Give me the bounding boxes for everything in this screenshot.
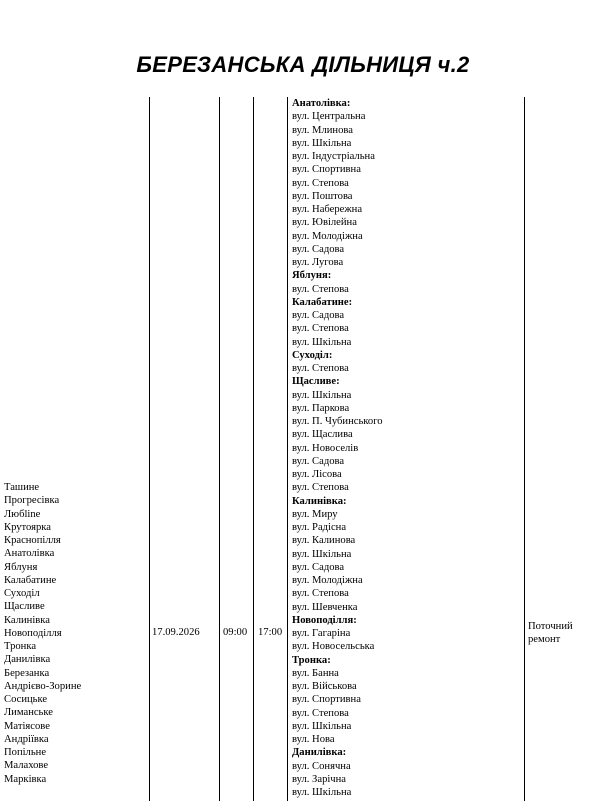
street-item: вул. Молодіжна — [292, 575, 363, 586]
street-item: вул. Млинова — [292, 124, 353, 136]
street-item: вул. Миру — [292, 508, 338, 520]
street-item: вул. Шкільна — [292, 336, 352, 348]
street-item: вул. Молодіжна — [292, 230, 363, 242]
street-item: вул. Степова — [292, 363, 349, 374]
street-item: вул. Шкільна — [292, 548, 352, 560]
street-item: вул. П. Чубинського — [292, 416, 383, 427]
settlement-item: Попільне — [4, 747, 47, 758]
street-item: вул. Зарічна — [292, 773, 347, 785]
settlement-header: Данилівка: — [292, 747, 347, 759]
street-item: вул. Щаслива — [292, 429, 353, 441]
settlement-header: Новоподілля: — [292, 614, 357, 626]
settlement-item: Березанка — [4, 667, 50, 679]
settlement-item: Крутоярка — [4, 521, 51, 533]
settlement-item: Андрієво-Зорине — [4, 680, 82, 692]
settlement-item: Щасливе — [4, 601, 45, 613]
settlement-item: Марківка — [4, 773, 47, 785]
settlement-header: Яблуня: — [292, 270, 332, 282]
street-item: вул. Банна — [292, 667, 339, 679]
column-divider — [219, 97, 220, 801]
street-item: вул. Шкільна — [292, 787, 352, 798]
street-item: вул. Степова — [292, 707, 349, 719]
street-item: вул. Радісна — [292, 522, 347, 533]
street-item: вул. Степова — [292, 177, 349, 189]
street-item: вул. Степова — [292, 482, 349, 494]
settlement-item: Андріївка — [4, 733, 49, 745]
street-item: вул. Новоселів — [292, 442, 359, 454]
column-divider — [287, 97, 288, 801]
street-item: вул. Поштова — [292, 190, 353, 202]
street-item: вул. Шкільна — [292, 137, 352, 149]
street-item: вул. Ювілейна — [292, 217, 357, 229]
street-item: вул. Новосельська — [292, 641, 375, 653]
time-start-cell: 09:00 — [223, 627, 248, 638]
date-cell: 17.09.2026 — [152, 627, 200, 638]
street-item: вул. Спортивна — [292, 694, 361, 706]
settlement-item: Краснопілля — [4, 535, 61, 546]
settlement-item: Сосицьке — [4, 694, 48, 705]
settlement-item: Калинівка — [4, 614, 50, 626]
settlement-item: Новоподілля — [4, 627, 62, 639]
street-item: вул. Набережна — [292, 204, 363, 215]
street-item: вул. Лісова — [292, 469, 342, 480]
settlement-header: Суходіл: — [292, 349, 333, 361]
settlement-item: Любline — [4, 508, 41, 520]
settlement-item: Матіясове — [4, 720, 50, 732]
street-item: вул. Нова — [292, 734, 335, 745]
settlement-item: Тронка — [4, 641, 37, 652]
settlement-item: Прогресівка — [4, 495, 60, 507]
street-item: вул. Військова — [292, 681, 357, 692]
street-item: вул. Садова — [292, 310, 345, 321]
settlement-header: Анатолівка: — [292, 98, 351, 109]
street-item: вул. Лугова — [292, 257, 344, 268]
streets-cell — [292, 97, 383, 799]
street-item: вул. Степова — [292, 283, 349, 295]
settlement-item: Ташине — [4, 482, 40, 493]
street-item: вул. Шкільна — [292, 720, 352, 732]
time-end-cell: 17:00 — [258, 627, 283, 638]
settlements-cell — [4, 481, 81, 786]
settlement-item: Лиманське — [4, 707, 53, 719]
street-item: вул. Паркова — [292, 402, 350, 414]
settlement-item: Калабатине — [4, 574, 57, 586]
street-item: вул. Сонячна — [292, 760, 351, 772]
settlement-header: Щасливе: — [292, 376, 340, 388]
settlement-item: Анатолівка — [4, 548, 55, 560]
settlement-item: Суходіл — [4, 588, 40, 599]
street-item: вул. Степова — [292, 588, 349, 600]
street-item: вул. Центральна — [292, 111, 366, 123]
settlement-item: Малахове — [4, 760, 49, 772]
column-divider — [524, 97, 525, 801]
street-item: вул. Шкільна — [292, 389, 352, 401]
reason-cell: Поточний ремонт — [528, 621, 573, 646]
settlement-header: Калинівка: — [292, 495, 347, 507]
page-title: БЕРЕЗАНСЬКА ДІЛЬНИЦЯ ч.2 — [136, 52, 470, 77]
settlement-header: Тронка: — [292, 654, 331, 666]
column-divider — [149, 97, 150, 801]
street-item: вул. Степова — [292, 323, 349, 335]
street-item: вул. Калинова — [292, 535, 356, 547]
street-item: вул. Садова — [292, 561, 345, 573]
street-item: вул. Шевченка — [292, 601, 358, 613]
settlement-header: Калабатине: — [292, 296, 353, 308]
settlement-item: Яблуня — [4, 561, 38, 573]
street-item: вул. Садова — [292, 455, 345, 467]
settlement-item: Данилівка — [4, 654, 51, 666]
street-item: вул. Гагаріна — [292, 628, 351, 639]
column-divider — [253, 97, 254, 801]
street-item: вул. Індустріальна — [292, 151, 375, 162]
street-item: вул. Садова — [292, 243, 345, 255]
street-item: вул. Спортивна — [292, 164, 361, 176]
